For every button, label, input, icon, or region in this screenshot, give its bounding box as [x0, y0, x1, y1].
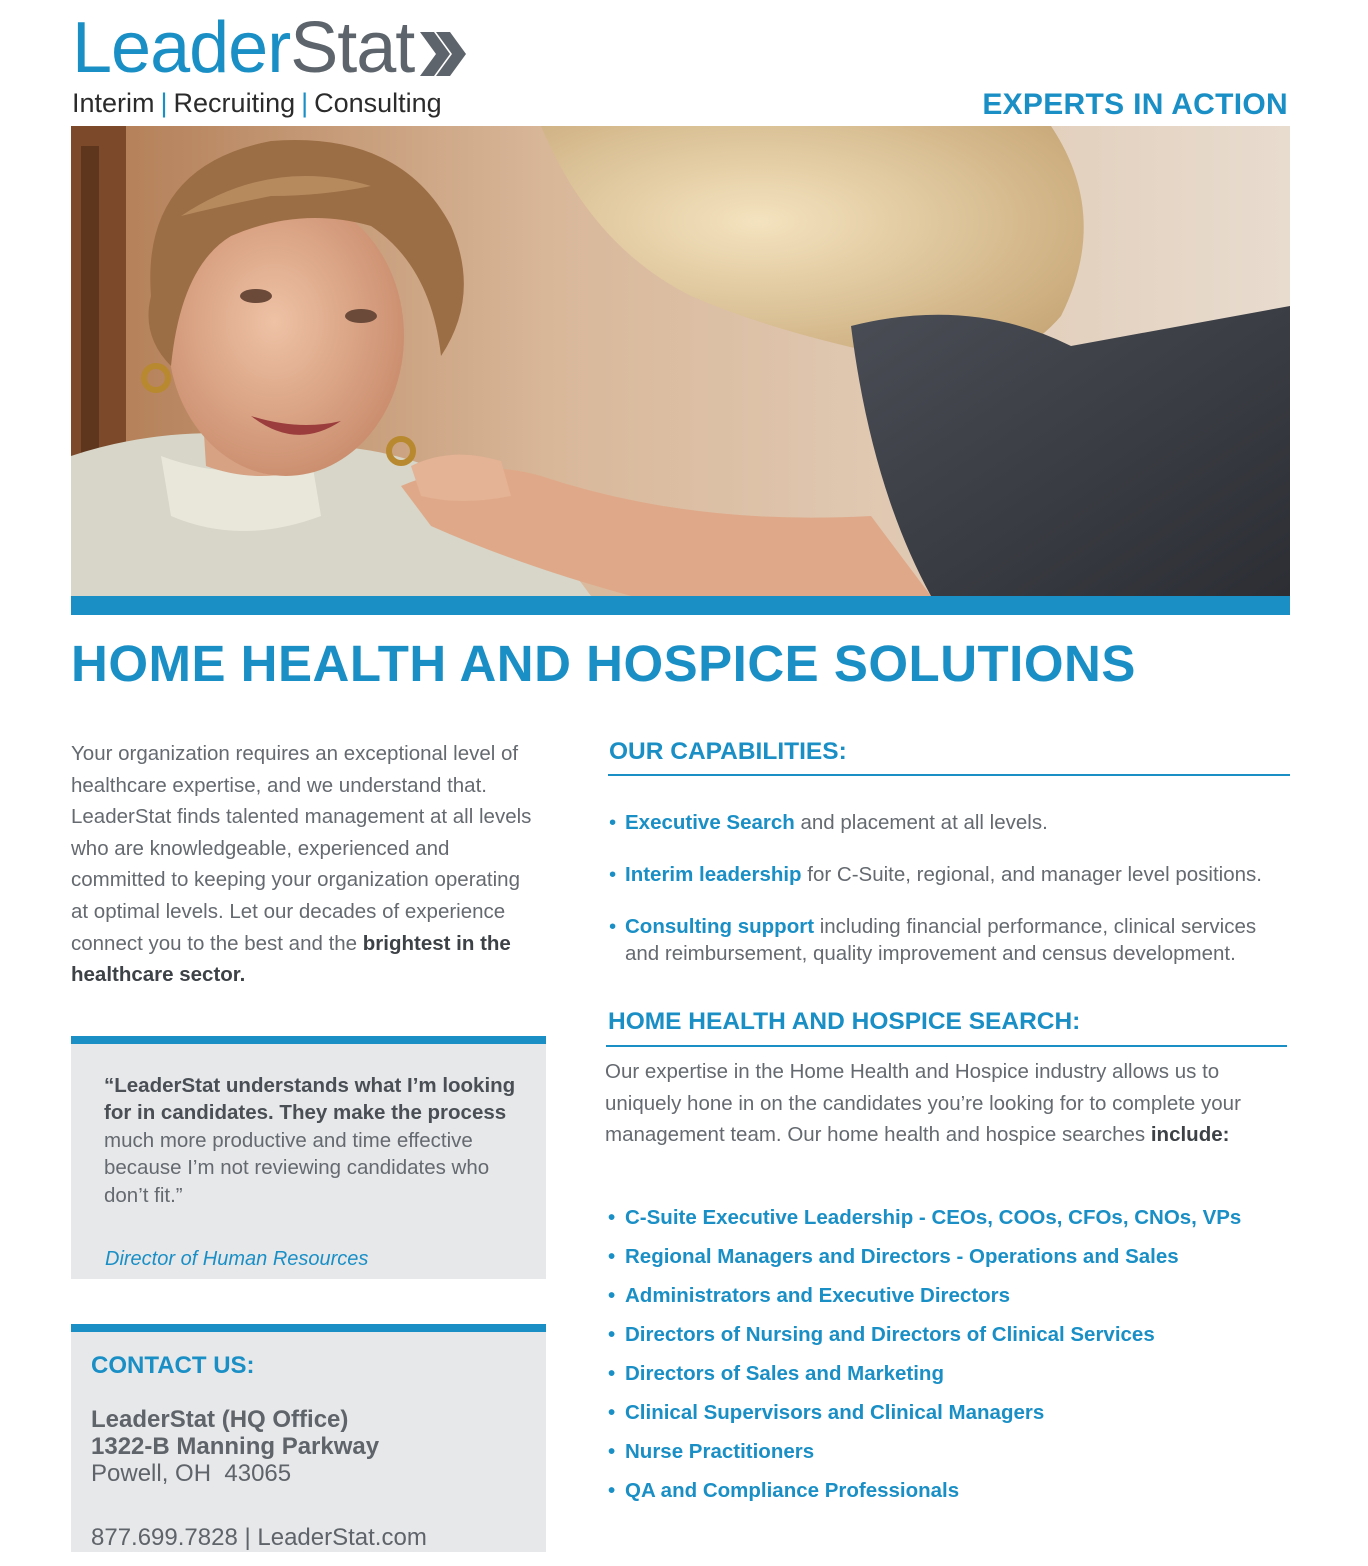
tagline	[72, 88, 442, 119]
bullet-icon: •	[608, 1245, 616, 1268]
tagline-recruiting: Recruiting	[173, 88, 296, 118]
capability-item	[609, 914, 1289, 967]
search-item	[608, 1440, 814, 1464]
leaderstat-logo	[72, 8, 466, 88]
testimonial-quote	[104, 1072, 524, 1209]
search-item-label: C-Suite Executive Leadership - CEOs, COOs, CFOs, CNOs, VPs	[625, 1206, 1242, 1229]
bullet-icon: •	[608, 1206, 616, 1229]
search-item-label: QA and Compliance Professionals	[625, 1479, 960, 1502]
capability-highlight: Executive Search	[625, 811, 795, 834]
search-item-label: Directors of Sales and Marketing	[625, 1362, 944, 1385]
contact-phone-website: 877.699.7828 | LeaderStat.com	[91, 1524, 427, 1551]
slogan: EXPERTS IN ACTION	[982, 88, 1288, 121]
search-title: HOME HEALTH AND HOSPICE SEARCH:	[608, 1008, 1081, 1035]
tagline-separator: |	[160, 88, 168, 118]
search-item-label: Directors of Nursing and Directors of Clinical Services	[625, 1323, 1155, 1346]
capabilities-divider	[608, 774, 1290, 776]
bullet-icon: •	[608, 1284, 616, 1307]
capabilities-title: OUR CAPABILITIES:	[609, 738, 847, 765]
search-intro-end: include:	[1150, 1123, 1230, 1147]
capability-text: and placement at all levels.	[794, 811, 1048, 834]
search-item	[608, 1284, 1010, 1308]
bullet-icon: •	[609, 811, 617, 834]
intro-text: Your organization requires an exceptional level of healthcare expertise, and we understand that. LeaderStat finds talented management at all levels who are knowledgeable, experienced and committed to keeping your organization operating at optimal levels. Let our decades of experience connect you to the best and the	[71, 742, 532, 955]
bullet-icon: •	[608, 1323, 616, 1346]
capability-item	[609, 810, 1289, 837]
search-item-label: Administrators and Executive Directors	[625, 1284, 1011, 1307]
intro-emphasis: brightest in the healthcare sector.	[71, 931, 511, 987]
contact-street: 1322-B Manning Parkway	[91, 1433, 380, 1460]
search-item	[608, 1401, 1044, 1425]
bullet-icon: •	[608, 1362, 616, 1385]
capability-item	[609, 862, 1289, 889]
testimonial-quote-rest: much more productive and time effective because I’m not reviewing candidates who don’t fit.”	[104, 1128, 490, 1207]
contact-city: Powell, OH 43065	[91, 1460, 292, 1487]
logo-leader-text: Leader	[72, 8, 291, 88]
bullet-icon: •	[608, 1401, 616, 1424]
search-intro-text: Our expertise in the Home Health and Hospice industry allows us to uniquely hone in on the candidates you’re looking for to complete your management team. Our home health and hospice searches	[605, 1060, 1241, 1147]
chevron-arrows-icon	[420, 30, 466, 78]
contact-title: CONTACT US:	[91, 1352, 255, 1379]
contact-box	[71, 1324, 546, 1552]
search-item	[608, 1479, 959, 1503]
search-item	[608, 1362, 944, 1386]
search-divider	[606, 1045, 1287, 1047]
tagline-consulting: Consulting	[314, 88, 442, 118]
testimonial-box	[71, 1036, 546, 1279]
hero-illustration	[71, 126, 1290, 596]
bullet-icon: •	[609, 915, 617, 938]
capability-highlight: Interim leadership	[625, 863, 802, 886]
bullet-icon: •	[608, 1440, 616, 1463]
intro-paragraph	[71, 738, 541, 991]
search-item	[608, 1245, 1179, 1269]
hero-accent-bar	[71, 596, 1290, 615]
search-item-label: Nurse Practitioners	[625, 1440, 815, 1463]
search-item-label: Clinical Supervisors and Clinical Managers	[625, 1401, 1045, 1424]
testimonial-author: Director of Human Resources	[105, 1248, 369, 1270]
tagline-interim: Interim	[72, 88, 155, 118]
hero-photo	[71, 126, 1290, 596]
capability-highlight: Consulting support	[625, 915, 815, 938]
tagline-separator: |	[301, 88, 309, 118]
bullet-icon: •	[609, 863, 617, 886]
page-title: HOME HEALTH AND HOSPICE SOLUTIONS	[71, 635, 1136, 692]
search-item	[608, 1206, 1241, 1230]
capability-text: including financial performance, clinical services and reimbursement, quality improvement and census development.	[625, 915, 1257, 965]
search-intro	[605, 1056, 1290, 1151]
testimonial-quote-strong: “LeaderStat understands what I’m looking for in candidates. They make the process	[104, 1074, 516, 1125]
logo-stat-text: Stat	[290, 8, 415, 88]
bullet-icon: •	[608, 1479, 616, 1502]
capability-text: for C-Suite, regional, and manager level positions.	[801, 863, 1262, 886]
search-item-label: Regional Managers and Directors - Operations and Sales	[625, 1245, 1179, 1268]
contact-office-name: LeaderStat (HQ Office)	[91, 1406, 349, 1433]
search-item	[608, 1323, 1155, 1347]
